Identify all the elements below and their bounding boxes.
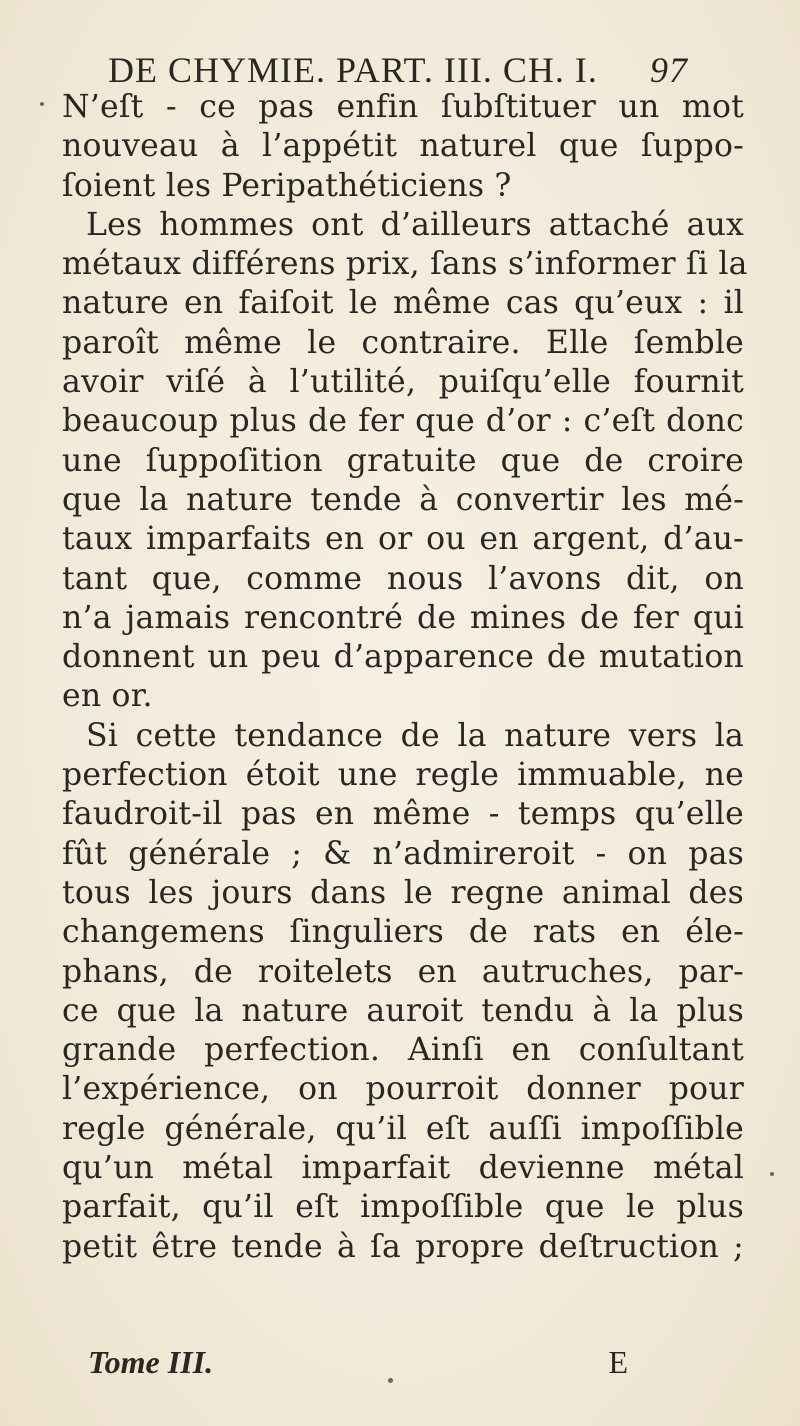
text-line: beaucoup plus de fer que d’or : c’eſt donc	[62, 403, 744, 440]
text-line: N’eſt - ce pas enfin ſubſtituer un mot	[62, 89, 744, 125]
text-line: paroît même le contraire. Elle ſemble	[62, 324, 744, 361]
text-line: faudroit-il pas en même - temps qu’elle	[62, 796, 744, 833]
text-line: tant que, comme nous l’avons dit, on	[62, 560, 744, 597]
text-line: phans, de roitelets en autruches, par-	[62, 953, 744, 990]
text-line: donnent un peu d’apparence de mutation	[62, 639, 744, 676]
page-number: 97	[650, 50, 688, 90]
body-text	[62, 88, 748, 1267]
text-line: Les hommes ont d’ailleurs attaché aux	[86, 206, 744, 243]
text-line: ſoient les Peripathéticiens ?	[62, 167, 512, 204]
ink-speck	[770, 1172, 774, 1176]
text-line: que la nature tende à convertir les mé-	[62, 481, 744, 518]
text-line: grande perfection. Ainſi en conſultant	[62, 1032, 744, 1069]
text-line: parfait, qu’il eſt impoſſible que le plus	[62, 1189, 744, 1226]
text-line: qu’un métal imparfait devienne métal	[62, 1150, 744, 1187]
page-footer	[88, 1342, 628, 1382]
text-line: perfection étoit une regle immuable, ne	[62, 757, 744, 794]
text-line: n’a jamais rencontré de mines de fer qui	[62, 599, 744, 636]
text-line: tous les jours dans le regne animal des	[62, 874, 744, 911]
running-head: DE CHYMIE. PART. III. CH. I.	[108, 50, 598, 90]
text-line: l’expérience, on pourroit donner pour	[62, 1071, 744, 1108]
text-line: métaux différens prix, ſans s’informer ſi la	[62, 246, 748, 283]
text-line: Si cette tendance de la nature vers la	[86, 717, 744, 754]
text-line: ce que la nature auroit tendu à la plus	[62, 992, 744, 1029]
text-line: taux imparfaits en or ou en argent, d’au-	[62, 521, 744, 558]
text-line: avoir viſé à l’utilité, puiſqu’elle fournit	[62, 364, 744, 401]
text-line: nature en faiſoit le même cas qu’eux : il	[62, 285, 744, 322]
text-line: petit être tende à ſa propre deſtruction ;	[62, 1228, 744, 1265]
signature-mark: E	[608, 1344, 628, 1380]
text-line: changemens ſinguliers de rats en éle-	[62, 914, 744, 951]
ink-speck	[388, 1378, 393, 1383]
volume-label: Tome III.	[88, 1344, 214, 1380]
text-line: fût générale ; & n’admireroit - on pas	[62, 835, 744, 872]
text-line: regle générale, qu’il eſt auſſi impoſſible	[62, 1110, 744, 1147]
text-line: une ſuppoſition gratuite que de croire	[62, 442, 744, 479]
text-line: en or.	[62, 678, 153, 715]
text-line: nouveau à l’appétit naturel que ſuppo-	[62, 128, 744, 165]
ink-speck	[40, 102, 44, 106]
page-header	[108, 46, 688, 94]
